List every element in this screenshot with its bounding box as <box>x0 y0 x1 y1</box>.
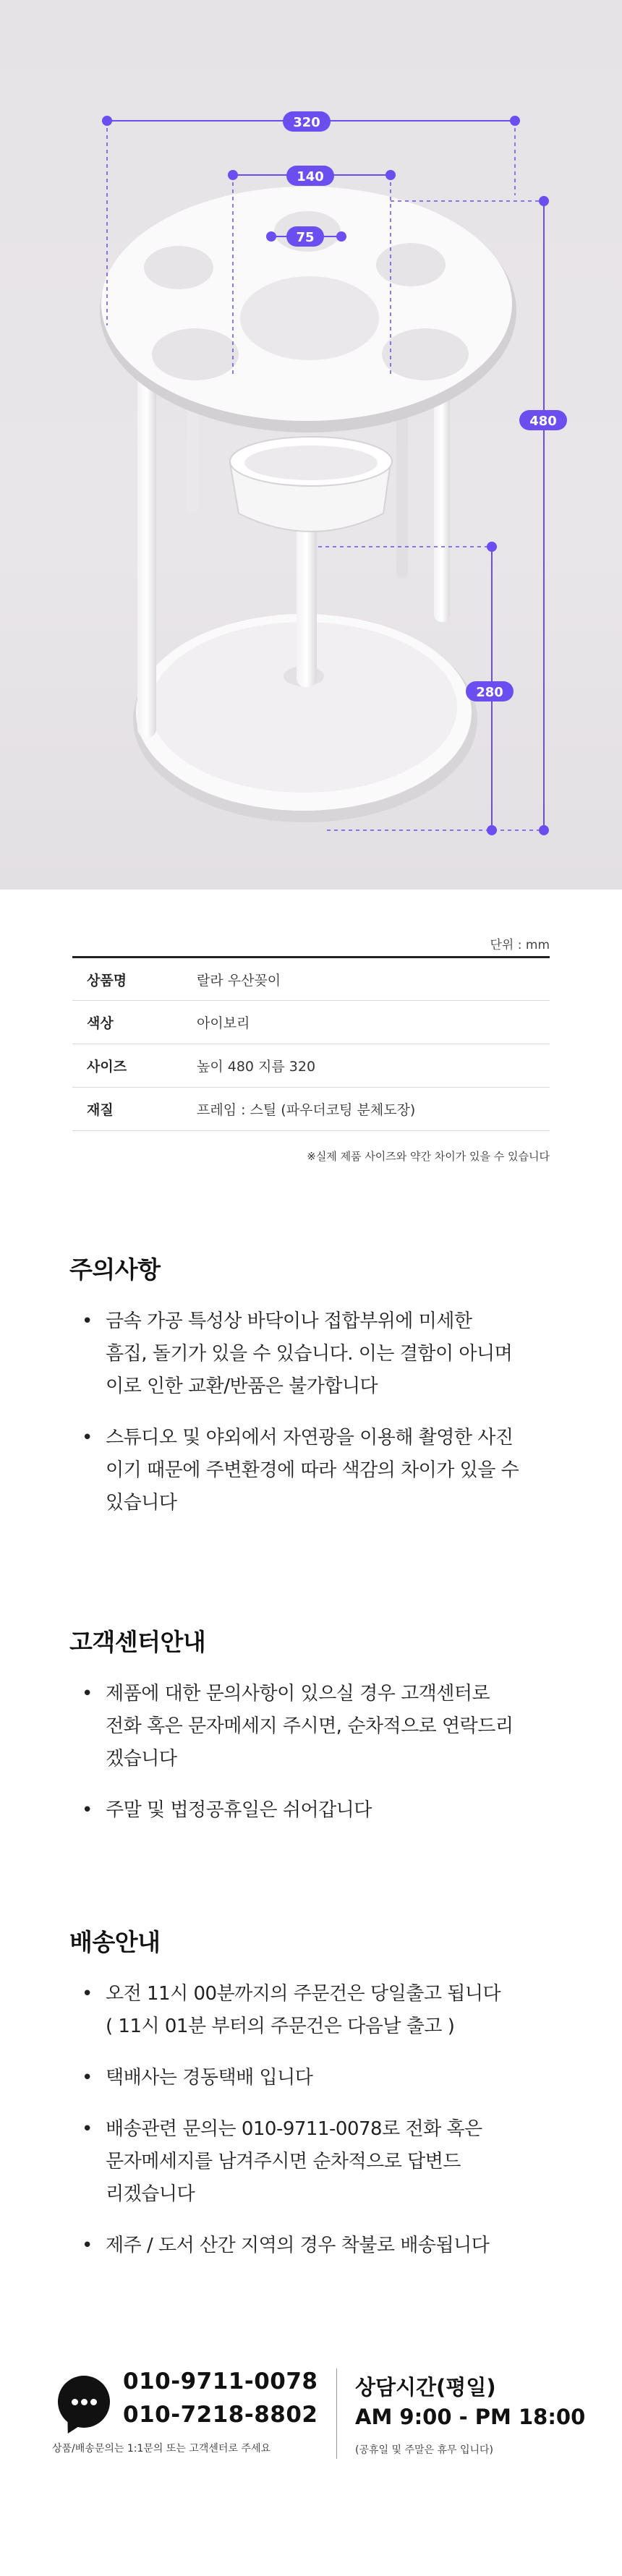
contact-footer <box>0 2354 622 2462</box>
spec-value: 높이 480 지름 320 <box>197 1059 316 1075</box>
table-row <box>72 1088 550 1131</box>
dim-width-label: 320 <box>293 115 320 130</box>
section-title: 주의사항 <box>69 1255 161 1284</box>
top-ring <box>100 187 516 432</box>
spec-label: 사이즈 <box>87 1059 127 1075</box>
hours-title: 상담시간(평일) <box>355 2375 496 2400</box>
unit-note: 단위 : mm <box>490 938 550 952</box>
spec-value: 랄라 우산꽂이 <box>197 972 281 989</box>
list-item: • 택배사는 경동택배 입니다 <box>69 2062 568 2094</box>
dim-lower-label: 280 <box>476 685 503 700</box>
chat-bubble-icon <box>58 2376 110 2428</box>
spec-value: 아이보리 <box>197 1015 250 1031</box>
list-item: • 스튜디오 및 야외에서 자연광을 이용해 촬영한 사진 이기 때문에 주변환경에 따라 색감의 차이가 있을 수 있습니다 <box>69 1422 568 1519</box>
list-item: • 금속 가공 특성상 바닥이나 접합부위에 미세한 흠집, 돌기가 있을 수 있습니다. 이는 결함이 아니며 이로 인한 교환/반품은 불가합니다 <box>69 1305 568 1403</box>
section-title: 배송안내 <box>69 1928 161 1956</box>
divider <box>336 2368 337 2459</box>
table-row <box>72 1044 550 1088</box>
spec-table <box>72 956 550 1131</box>
delivery-list <box>69 1978 568 2262</box>
list-item: • 제품에 대한 문의사항이 있으실 경우 고객센터로 전화 혹은 문자메세지 주시면, 순차적으로 연락드리 겠습니다 <box>69 1678 568 1775</box>
dim-inner-label: 140 <box>297 169 324 184</box>
dim-hole-label: 75 <box>296 230 315 245</box>
hours-note: (공휴일 및 주말은 휴무 입니다) <box>355 2444 494 2456</box>
size-disclaimer: ※실제 제품 사이즈와 약간 차이가 있을 수 있습니다 <box>307 1150 550 1163</box>
table-row <box>72 958 550 1001</box>
table-row <box>72 1001 550 1044</box>
spec-value: 프레임 : 스틸 (파우더코팅 분체도장) <box>197 1102 416 1118</box>
spec-label: 재질 <box>87 1102 114 1118</box>
spec-label: 상품명 <box>87 972 127 989</box>
list-item: • 주말 및 법정공휴일은 쉬어갑니다 <box>69 1794 568 1827</box>
dim-height-label: 480 <box>529 414 557 429</box>
spec-label: 색상 <box>87 1015 114 1031</box>
section-title: 고객센터안내 <box>69 1628 206 1656</box>
middle-cup <box>230 437 392 532</box>
caution-section <box>69 1251 568 1538</box>
list-item: • 오전 11시 00분까지의 주문건은 당일출고 됩니다 ( 11시 01분 부터의 주문건은 다음날 출고 ) <box>69 1978 568 2043</box>
business-hours: AM 9:00 - PM 18:00 <box>355 2405 586 2429</box>
product-photo <box>0 0 622 890</box>
contact-note: 상품/배송문의는 1:1문의 또는 고객센터로 주세요 <box>52 2443 271 2455</box>
list-item: • 제주 / 도서 산간 지역의 경우 착불로 배송됩니다 <box>69 2230 568 2262</box>
caution-list <box>69 1305 568 1519</box>
phone-number-1[interactable]: 010-9711-0078 <box>123 2368 318 2394</box>
center-list <box>69 1678 568 1827</box>
umbrella-stand-illustration <box>0 0 622 890</box>
delivery-section <box>69 1924 568 2281</box>
customer-center-section <box>69 1624 568 1846</box>
list-item: • 배송관련 문의는 010-9711-0078로 전화 혹은 문자메세지를 남겨주시면 순차적으로 답변드 리겠습니다 <box>69 2113 568 2211</box>
phone-number-2[interactable]: 010-7218-8802 <box>123 2402 318 2428</box>
